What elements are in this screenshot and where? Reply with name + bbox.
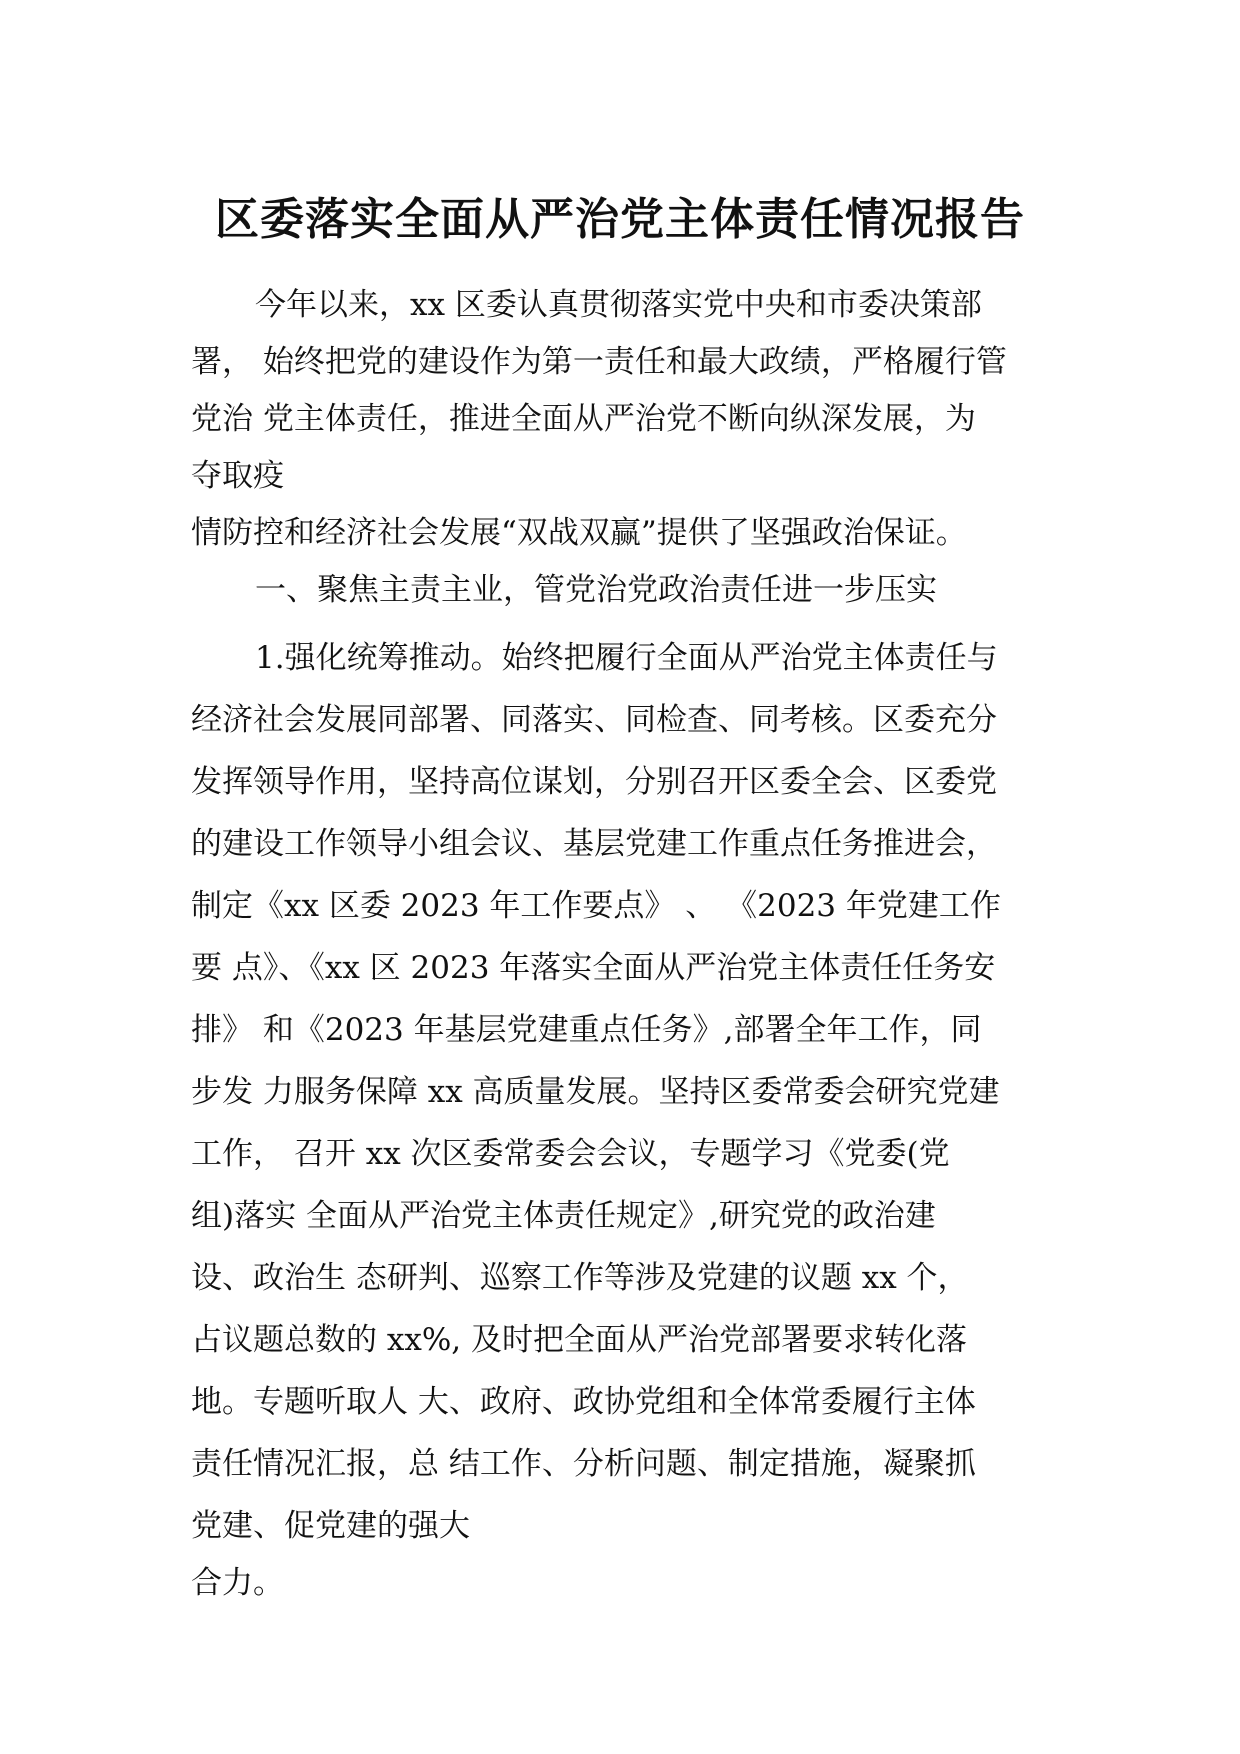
body-line-15: 工作， 召开 xx 次区委常委会会议，专题学习《党委(党 bbox=[191, 1136, 950, 1172]
body-line-21: 党建、促党建的强大 bbox=[191, 1508, 470, 1544]
body-line-22: 合力。 bbox=[191, 1565, 284, 1601]
body-line-4: 夺取疫 bbox=[191, 458, 284, 494]
document-title: 区委落实全面从严治党主体责任情况报告 bbox=[215, 194, 1025, 245]
body-line-8: 经济社会发展同部署、同落实、同检查、同考核。区委充分 bbox=[191, 702, 997, 738]
body-line-5: 情防控和经济社会发展“双战双赢”提供了坚强政治保证。 bbox=[191, 515, 967, 551]
body-line-13: 排》 和《2023 年基层党建重点任务》,部署全年工作，同 bbox=[191, 1012, 982, 1048]
body-line-12: 要 点》、《xx 区 2023 年落实全面从严治党主体责任任务安 bbox=[191, 950, 996, 986]
body-line-1: 今年以来，xx 区委认真贯彻落实党中央和市委决策部 bbox=[255, 287, 982, 323]
body-line-7: 1.强化统筹推动。始终把履行全面从严治党主体责任与 bbox=[255, 640, 998, 676]
section-heading-1: 一、聚焦主责主业，管党治党政治责任进一步压实 bbox=[255, 572, 937, 608]
body-line-2: 署， 始终把党的建设作为第一责任和最大政绩，严格履行管 bbox=[191, 344, 1007, 380]
body-line-11: 制定《xx 区委 2023 年工作要点》 、 《2023 年党建工作 bbox=[191, 888, 1001, 924]
body-line-10: 的建设工作领导小组会议、基层党建工作重点任务推进会， bbox=[191, 826, 997, 862]
body-line-16: 组)落实 全面从严治党主体责任规定》,研究党的政治建 bbox=[191, 1198, 936, 1234]
body-line-17: 设、政治生 态研判、巡察工作等涉及党建的议题 xx 个， bbox=[191, 1260, 969, 1296]
body-line-20: 责任情况汇报，总 结工作、分析问题、制定措施，凝聚抓 bbox=[191, 1446, 976, 1482]
body-line-14: 步发 力服务保障 xx 高质量发展。坚持区委常委会研究党建 bbox=[191, 1074, 1000, 1110]
body-line-3: 党治 党主体责任，推进全面从严治党不断向纵深发展，为 bbox=[191, 401, 976, 437]
body-line-18: 占议题总数的 xx%, 及时把全面从严治党部署要求转化落 bbox=[191, 1322, 967, 1358]
body-line-19: 地。专题听取人 大、政府、政协党组和全体常委履行主体 bbox=[191, 1384, 976, 1420]
body-line-9: 发挥领导作用，坚持高位谋划，分别召开区委全会、区委党 bbox=[191, 764, 997, 800]
